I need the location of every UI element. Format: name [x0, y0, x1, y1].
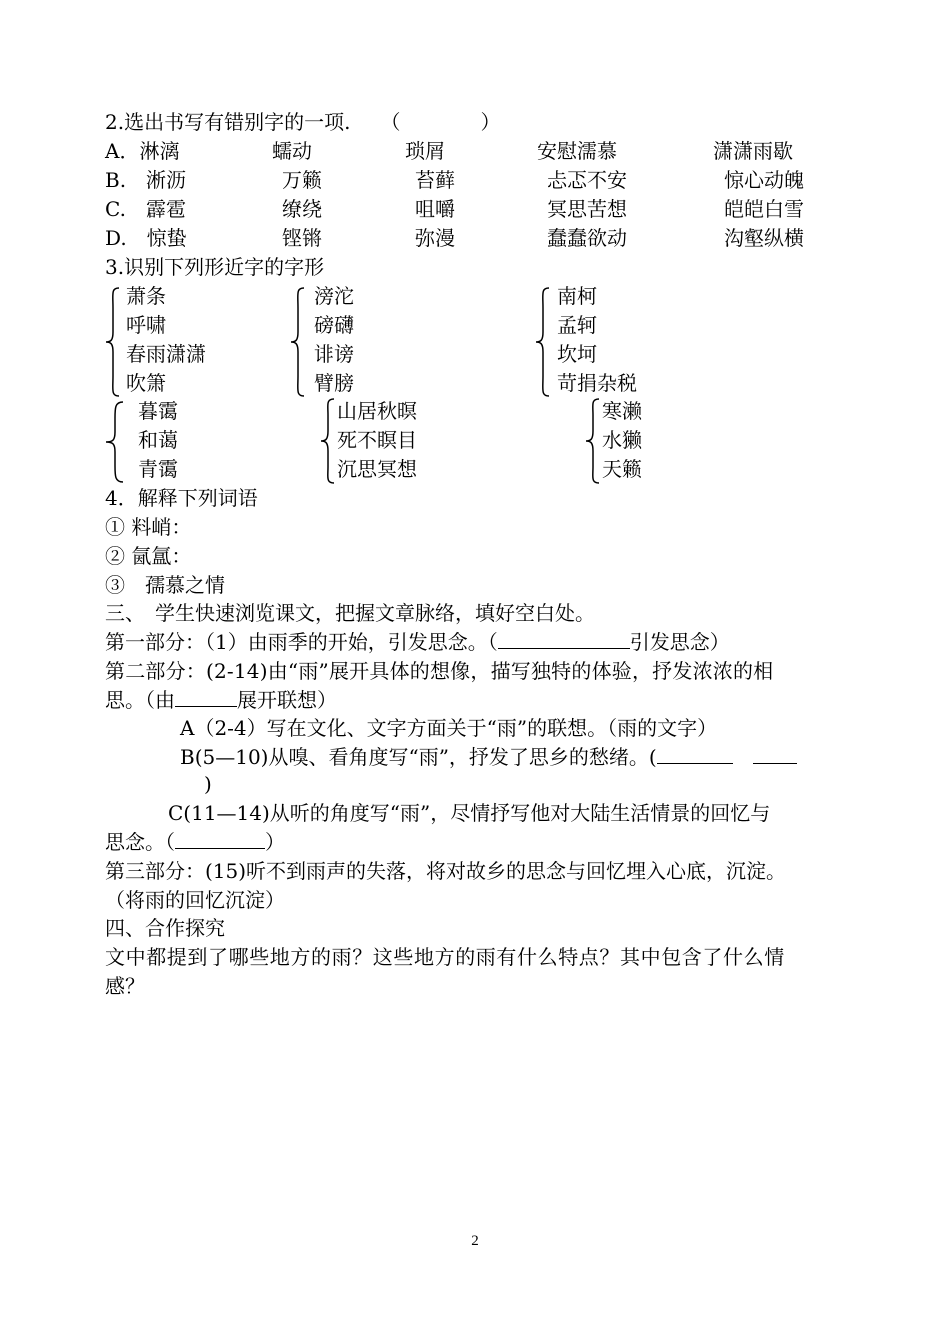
q2-a-5: 潇潇雨歇 — [713, 139, 793, 163]
fill-blank[interactable] — [175, 686, 237, 707]
s4-question-line2: 感？ — [105, 974, 145, 998]
s4-question-line1: 文中都提到了哪些地方的雨？这些地方的雨有什么特点？其中包含了什么情 — [105, 945, 785, 969]
fill-blank[interactable] — [175, 828, 265, 849]
q2-c-3: 咀嚼 — [415, 197, 455, 221]
q2-a-1: A．淋漓 — [105, 139, 180, 163]
s3-part1-end: 引发思念） — [629, 630, 730, 654]
s3-part3-line2: （将雨的回忆沉淀） — [105, 888, 285, 912]
brace-icon — [288, 286, 308, 398]
s3-part2-c-end: ） — [265, 830, 285, 854]
q2-b-5: 惊心动魄 — [724, 168, 804, 192]
brace-icon — [103, 286, 123, 398]
fill-blank[interactable] — [753, 743, 797, 764]
q3-g1-3: 春雨潇潇 — [126, 342, 206, 366]
brace-icon — [533, 286, 553, 398]
q3-g2-2: 磅礴 — [314, 313, 354, 337]
s3-part3-line1: 第三部分：(15)听不到雨声的失落，将对故乡的思念与回忆埋入心底，沉淀。 — [105, 859, 787, 883]
s3-part2-line2 — [105, 686, 337, 715]
q2-d-4: 蠢蠢欲动 — [547, 226, 627, 250]
fill-blank[interactable] — [657, 743, 733, 764]
q3-g1-2: 呼啸 — [126, 313, 166, 337]
q2-b-4: 忐忑不安 — [547, 168, 627, 192]
s3-part2-line1: 第二部分：(2-14)由“雨”展开具体的想像，描写独特的体验，抒发浓浓的相 — [105, 659, 774, 683]
s3-part2-end: 展开联想） — [237, 688, 337, 712]
s3-part2-c-line1: C(11—14)从听的角度写“雨”，尽情抒写他对大陆生活情景的回忆与 — [168, 801, 771, 825]
s3-title: 三、 学生快速浏览课文，把握文章脉络，填好空白处。 — [105, 601, 595, 625]
q3-g3-4: 苛捐杂税 — [557, 371, 637, 395]
q3-g4-1: 暮霭 — [138, 399, 178, 423]
fill-blank[interactable] — [498, 628, 630, 649]
q2-a-4: 安慰濡慕 — [537, 139, 617, 163]
s4-title: 四、合作探究 — [105, 916, 225, 940]
q3-g4-3: 青霭 — [138, 457, 178, 481]
q2-d-3: 弥漫 — [415, 226, 455, 250]
q2-d-1: D. 惊蛰 — [105, 226, 187, 250]
s3-part1 — [105, 628, 730, 657]
s3-part1-text: 第一部分：（1）由雨季的开始，引发思念。（ — [105, 630, 498, 654]
q3-g1-4: 吹箫 — [126, 371, 166, 395]
s3-part2-b-text: B(5—10)从嗅、看角度写“雨”，抒发了思乡的愁绪。( — [180, 745, 657, 769]
q3-g5-3: 沉思冥想 — [337, 457, 417, 481]
q3-g3-2: 孟轲 — [557, 313, 597, 337]
q3-g3-1: 南柯 — [557, 284, 597, 308]
q2-title: 2.选出书写有错别字的一项. （ ） — [105, 110, 501, 134]
s3-part2-text: 思。（由 — [105, 688, 175, 712]
q2-a-2: 蠕动 — [272, 139, 312, 163]
q2-c-1: C. 霹雹 — [105, 197, 186, 221]
s3-part2-b-end: ) — [204, 772, 212, 796]
q2-c-5: 皑皑白雪 — [724, 197, 804, 221]
q2-c-4: 冥思苦想 — [547, 197, 627, 221]
q2-b-3: 苔藓 — [415, 168, 455, 192]
q4-item-2: ② 氤氲： — [105, 544, 192, 568]
q2-a-3: 琐屑 — [405, 139, 445, 163]
brace-icon — [318, 397, 338, 485]
q3-g5-1: 山居秋暝 — [337, 399, 417, 423]
q3-g4-2: 和蔼 — [138, 428, 178, 452]
q3-g5-2: 死不瞑目 — [337, 428, 417, 452]
q3-g2-1: 滂沱 — [314, 284, 354, 308]
q2-d-2: 铿锵 — [282, 226, 322, 250]
s3-part2-c-text: 思念。（ — [105, 830, 175, 854]
q4-title: 4．解释下列词语 — [105, 486, 258, 510]
q3-g2-3: 诽谤 — [314, 342, 354, 366]
q3-title: 3.识别下列形近字的字形 — [105, 255, 325, 279]
s3-part2-b — [180, 743, 797, 772]
q2-b-1: B. 淅沥 — [105, 168, 187, 192]
brace-icon — [103, 400, 127, 484]
q3-g6-1: 寒濑 — [602, 399, 642, 423]
brace-icon — [583, 397, 603, 485]
q3-g6-2: 水獭 — [602, 428, 642, 452]
q4-item-3: ③ 孺慕之情 — [105, 573, 225, 597]
q3-g1-1: 萧条 — [126, 284, 166, 308]
q3-g6-3: 天籁 — [602, 457, 642, 481]
page-number: 2 — [471, 1233, 479, 1249]
q4-item-1: ① 料峭： — [105, 515, 192, 539]
s3-part2-c-line2 — [105, 828, 285, 857]
q3-g2-4: 臂膀 — [314, 371, 354, 395]
q3-g3-3: 坎坷 — [557, 342, 597, 366]
q2-d-5: 沟壑纵横 — [724, 226, 804, 250]
q2-b-2: 万籁 — [282, 168, 322, 192]
q2-c-2: 缭绕 — [282, 197, 322, 221]
s3-part2-a: A（2-4）写在文化、文字方面关于“雨”的联想。（雨的文字） — [180, 716, 718, 740]
